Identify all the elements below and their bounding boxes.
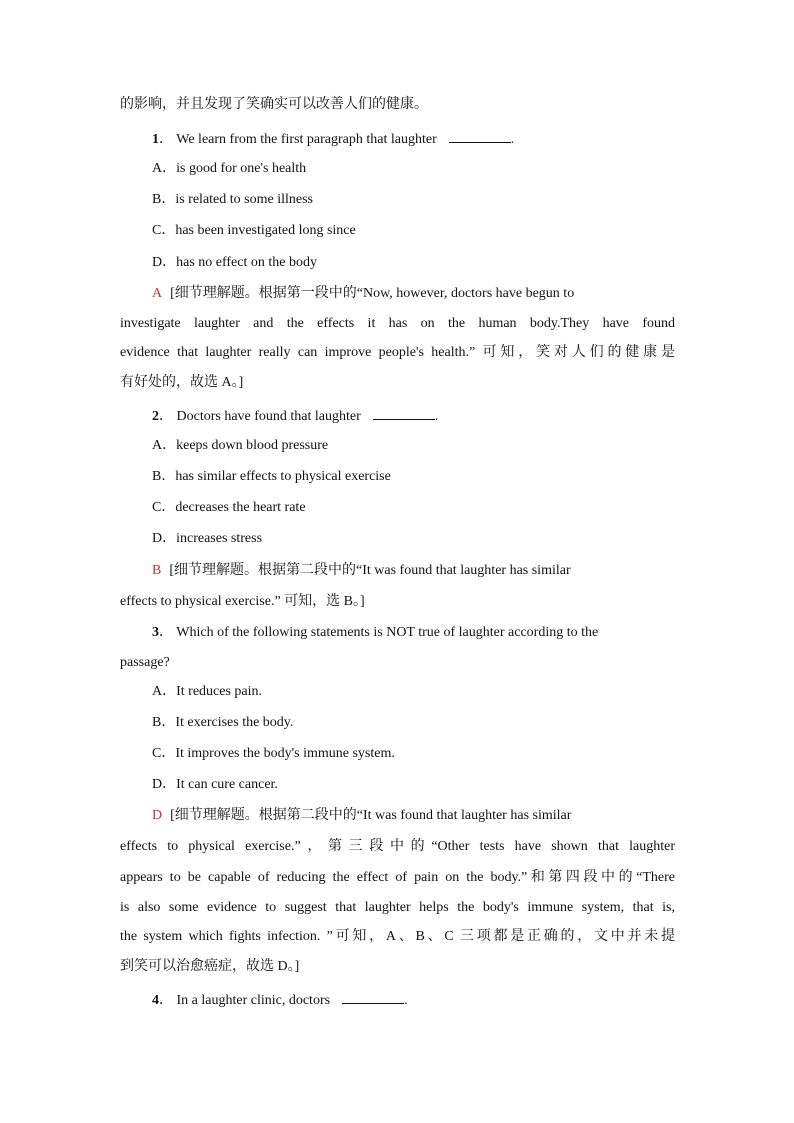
answer-key: B [152,563,162,578]
q2-option-d: D．increases stress [152,531,263,546]
answer-key: A [152,286,163,301]
q1-explanation-line-1: A [细节理解题。根据第一段中的“Now, however, doctors have begun to [152,286,575,301]
q2-option-b: B．has similar effects to physical exercise [152,469,391,484]
question-number: 1 [152,132,159,147]
q3-option-d: D．It can cure cancer. [152,777,278,792]
question-number: 3 [152,625,159,640]
q3-explanation-line-4: is also some evidence to suggest that laughter helps the body's immune system, that is, [120,900,675,915]
q1-option-a: A．is good for one's health [152,161,307,176]
q3-option-b: B．It exercises the body. [152,715,294,730]
q1-explanation-line-3: evidence that laughter really can improve people's health.” 可知，笑对人们的健康是 [120,345,675,360]
question-4: 4． In a laughter clinic, doctors . [152,989,707,1011]
q3-option-c: C．It improves the body's immune system. [152,746,395,761]
q3-explanation-line-6: 到笑可以治愈癌症，故选 D。] [120,959,300,974]
q3-option-a: A．It reduces pain. [152,684,263,699]
q2-option-a: A．keeps down blood pressure [152,438,329,453]
answer-blank [449,128,511,143]
q1-option-d: D．has no effect on the body [152,255,317,270]
answer-blank [342,989,404,1004]
question-2: 2． Doctors have found that laughter . [152,405,707,427]
q3-explanation-line-1: D [细节理解题。根据第二段中的“It was found that laughter has similar [152,808,572,823]
q3-explanation-line-2: effects to physical exercise.”，第三段中的“Other tests have shown that laughter [120,839,675,854]
intro-line: 的影响，并且发现了笑确实可以改善人们的健康。 [120,97,428,112]
q1-explanation-line-4: 有好处的，故选 A。] [120,375,244,390]
q1-option-b: B．is related to some illness [152,192,313,207]
answer-blank [373,405,435,420]
q2-explanation-line-2: effects to physical exercise.” 可知，选 B。] [120,594,365,609]
q3-explanation-line-3: appears to be capable of reducing the effect of pain on the body.”和第四段中的“There [120,870,675,885]
answer-key: D [152,808,163,823]
question-number: 2 [152,409,159,424]
question-3: 3． Which of the following statements is NOT true of laughter according to the [152,625,599,640]
question-stem-line-1: Which of the following statements is NOT true of laughter according to the [176,625,599,640]
question-stem-line-2: passage? [120,655,170,670]
question-1: 1． We learn from the first paragraph that laughter . [152,128,707,150]
q1-explanation-line-2: investigate laughter and the effects it has on the human body.They have found [120,316,675,331]
q2-explanation-line-1: B [细节理解题。根据第二段中的“It was found that laughter has similar [152,563,571,578]
question-stem: We learn from the first paragraph that laughter [176,132,437,147]
q3-explanation-line-5: the system which fights infection. ”可知，A、B、C 三项都是正确的，文中并未提 [120,929,675,944]
question-stem: Doctors have found that laughter [176,409,361,424]
question-number: 4 [152,993,159,1008]
question-stem: In a laughter clinic, doctors [176,993,331,1008]
q1-option-c: C．has been investigated long since [152,223,356,238]
q2-option-c: C．decreases the heart rate [152,500,306,515]
